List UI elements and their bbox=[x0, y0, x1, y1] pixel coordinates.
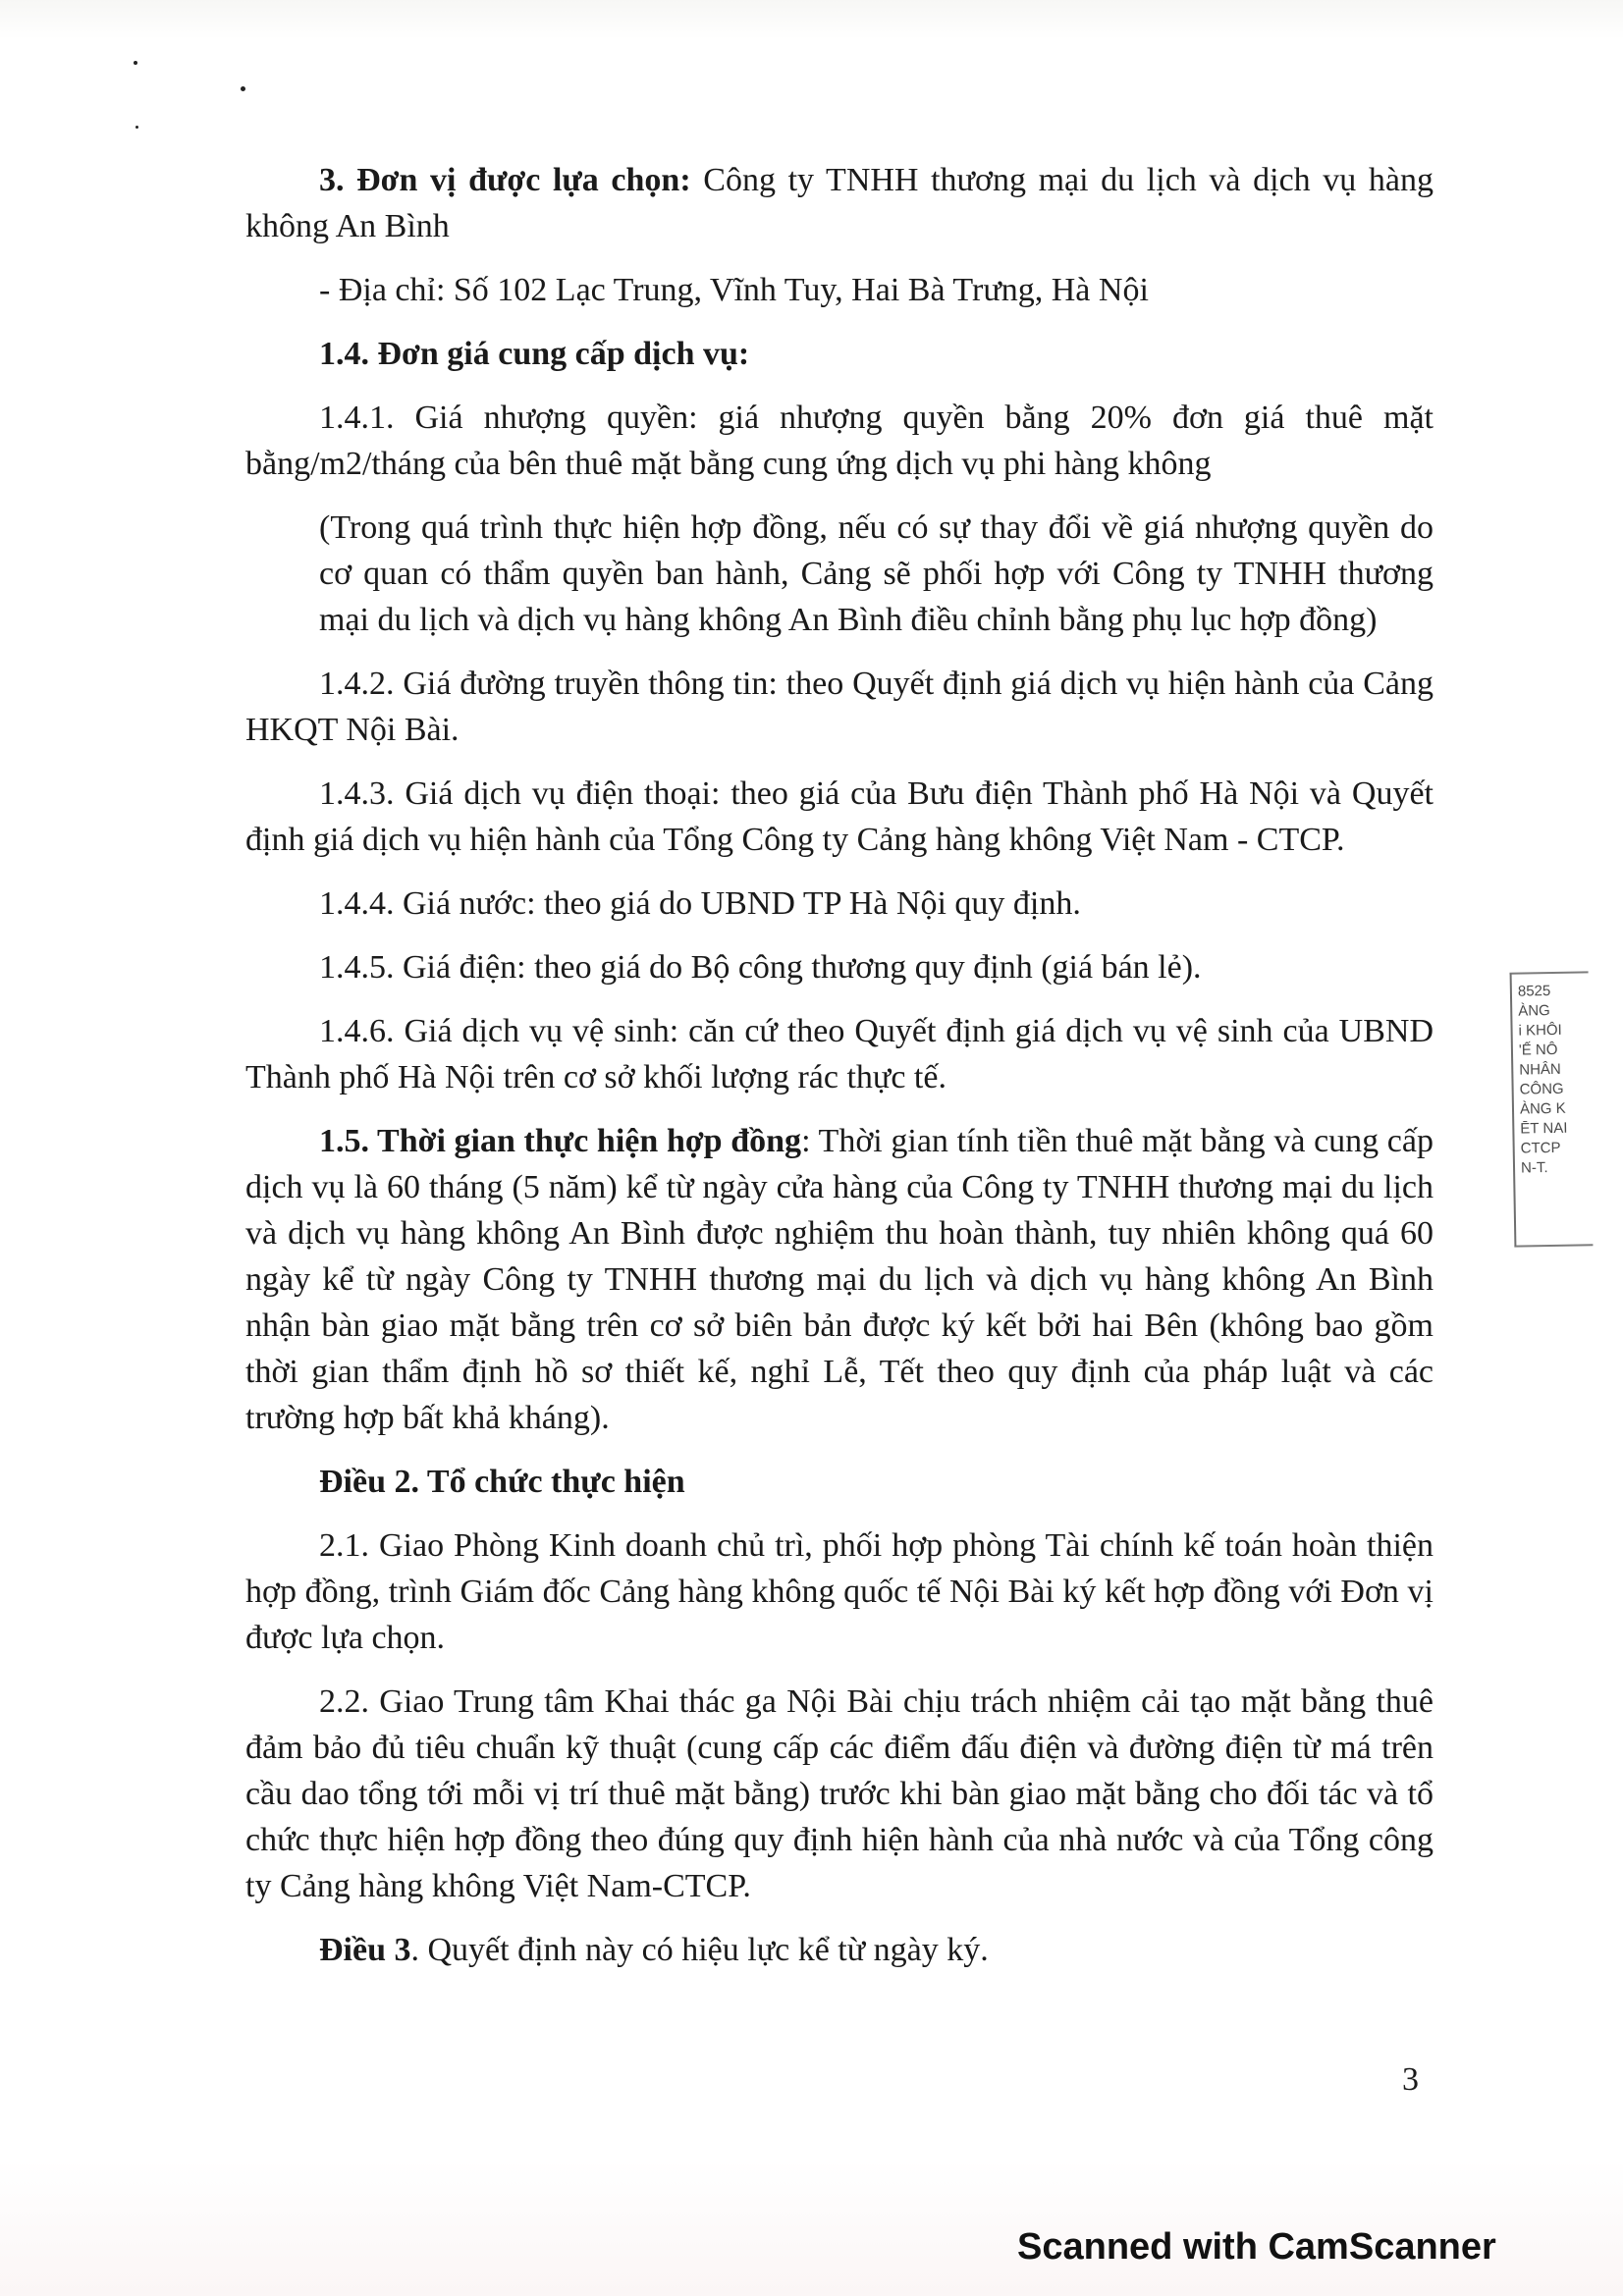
section-1-4-6: 1.4.6. Giá dịch vụ vệ sinh: căn cứ theo Quyết định giá dịch vụ vệ sinh của UBND Thành phố Hà Nội trên cơ sở khối lượng rác thực tế. bbox=[245, 1013, 1434, 1095]
section-2-2: 2.2. Giao Trung tâm Khai thác ga Nội Bài chịu trách nhiệm cải tạo mặt bằng thuê đảm bảo đủ tiêu chuẩn kỹ thuật (cung cấp các điểm đấu điện và đường điện từ má trên cầu dao tổng tới mỗi vị trí thuê mặt bằng) trước khi bàn giao mặt bằng cho đối tác và tổ chức thực hiện hợp đồng theo đúng quy định hiện hành của nhà nước và của Tổng công ty Cảng hàng không Việt Nam-CTCP. bbox=[245, 1683, 1434, 1904]
article-3-text: . Quyết định này có hiệu lực kể từ ngày ký. bbox=[410, 1932, 989, 1968]
section-1-4-2: 1.4.2. Giá đường truyền thông tin: theo Quyết định giá dịch vụ hiện hành của Cảng HKQT Nội Bài. bbox=[245, 666, 1434, 748]
stamp-line: NHÂN bbox=[1519, 1060, 1561, 1079]
section-1-4-3: 1.4.3. Giá dịch vụ điện thoại: theo giá của Bưu điện Thành phố Hà Nội và Quyết định giá dịch vụ hiện hành của Tổng Công ty Cảng hàng không Việt Nam - CTCP. bbox=[245, 775, 1434, 858]
section-1-4-5: 1.4.5. Giá điện: theo giá do Bộ công thương quy định (giá bán lẻ). bbox=[319, 949, 1202, 986]
address-line: - Địa chỉ: Số 102 Lạc Trung, Vĩnh Tuy, Hai Bà Trưng, Hà Nội bbox=[319, 272, 1149, 308]
section-1-4-1: 1.4.1. Giá nhượng quyền: giá nhượng quyền bằng 20% đơn giá thuê mặt bằng/m2/tháng của bên thuê mặt bằng cung ứng dịch vụ phi hàng không bbox=[245, 400, 1434, 482]
scan-speck bbox=[134, 61, 137, 65]
article-2-heading: Điều 2. Tổ chức thực hiện bbox=[319, 1464, 685, 1500]
article-3-label: Điều 3 bbox=[319, 1932, 411, 1968]
section-3-label: 3. Đơn vị được lựa chọn: bbox=[319, 162, 691, 198]
camscanner-watermark: Scanned with CamScanner bbox=[1017, 2226, 1496, 2268]
stamp-line: 'Ế NÔ bbox=[1518, 1041, 1558, 1059]
section-1-4-4: 1.4.4. Giá nước: theo giá do UBND TP Hà Nội quy định. bbox=[319, 885, 1081, 922]
stamp-line: i KHÔI bbox=[1518, 1021, 1562, 1040]
stamp-line: ÀNG K bbox=[1519, 1099, 1566, 1118]
section-1-4-heading: 1.4. Đơn giá cung cấp dịch vụ: bbox=[319, 336, 750, 372]
stamp-line: 8525 bbox=[1517, 982, 1551, 1000]
stamp-line: CÔNG bbox=[1519, 1080, 1564, 1098]
stamp-line: ĒT NAI bbox=[1520, 1119, 1568, 1138]
scan-speck bbox=[241, 86, 245, 91]
stamp-line: N-T. bbox=[1520, 1159, 1548, 1177]
scan-speck bbox=[135, 126, 138, 129]
section-3-text: Công ty TNHH thương mại du lịch và dịch vụ hàng không An Bình bbox=[245, 162, 1434, 244]
section-1-5-text: : Thời gian tính tiền thuê mặt bằng và cung cấp dịch vụ là 60 tháng (5 năm) kể từ ngày cửa hàng của Công ty TNHH thương mại du lịch và dịch vụ hàng không An Bình được nghiệm thu hoàn thành, tuy nhiên không quá 60 ngày kể từ ngày Công ty TNHH thương mại du lịch và dịch vụ hàng không An Bình nhận bàn giao mặt bằng trên cơ sở biên bản được ký kết bởi hai Bên (không bao gồm thời gian thẩm định hồ sơ thiết kế, nghỉ Lễ, Tết theo quy định của pháp luật và các trường hợp bất khả kháng). bbox=[245, 1123, 1434, 1436]
section-1-5-paragraph bbox=[245, 1118, 1434, 1441]
seal-stamp bbox=[1510, 971, 1594, 1247]
stamp-line: ÀNG bbox=[1518, 1002, 1550, 1020]
article-3-paragraph bbox=[245, 1927, 1434, 1973]
section-3-paragraph bbox=[245, 157, 1434, 249]
section-2-1: 2.1. Giao Phòng Kinh doanh chủ trì, phối hợp phòng Tài chính kế toán hoàn thiện hợp đồng, trình Giám đốc Cảng hàng không quốc tế Nội Bài ký kết hợp đồng với Đơn vị được lựa chọn. bbox=[245, 1527, 1434, 1656]
section-1-5-label: 1.5. Thời gian thực hiện hợp đồng bbox=[319, 1123, 802, 1159]
document-body bbox=[245, 157, 1434, 1991]
section-1-4-1-note: (Trong quá trình thực hiện hợp đồng, nếu có sự thay đổi về giá nhượng quyền do cơ quan có thẩm quyền ban hành, Cảng sẽ phối hợp với Công ty TNHH thương mại du lịch và dịch vụ hàng không An Bình điều chỉnh bằng phụ lục hợp đồng) bbox=[319, 509, 1434, 638]
stamp-line: CTCP bbox=[1520, 1139, 1561, 1157]
page-number: 3 bbox=[1402, 2061, 1419, 2098]
